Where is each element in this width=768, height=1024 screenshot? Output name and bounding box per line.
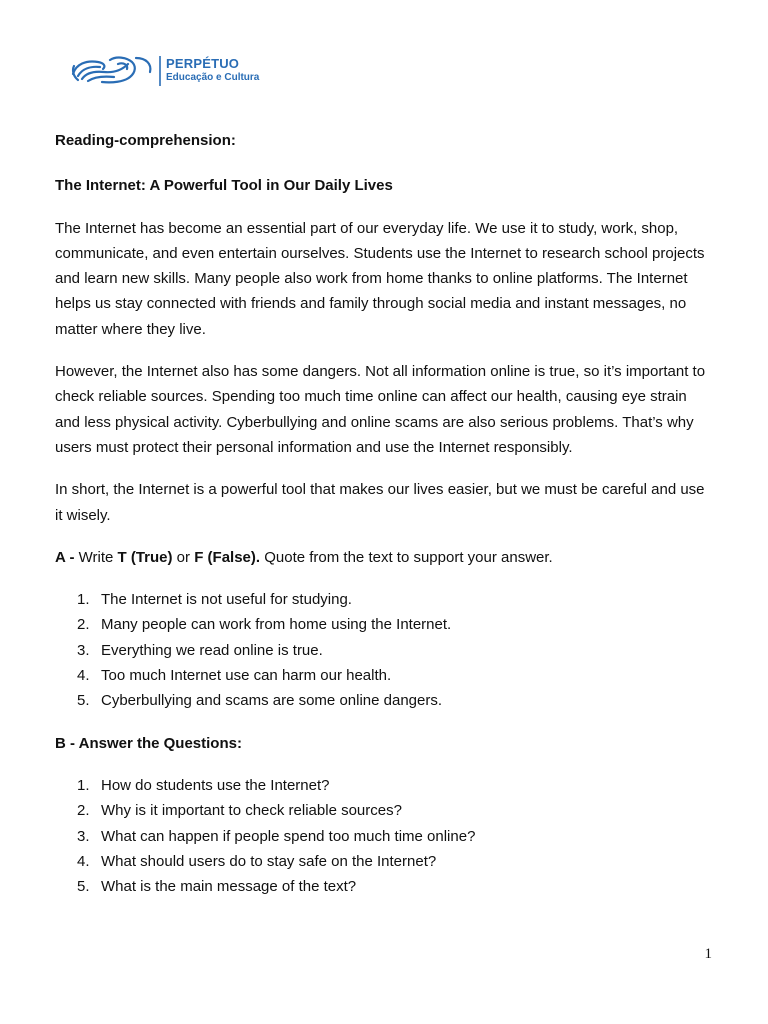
document-body bbox=[55, 128, 715, 916]
false-label: F (False). bbox=[194, 548, 261, 566]
list-item bbox=[55, 874, 715, 899]
list-item-number: 3. bbox=[77, 641, 90, 659]
list-item-number: 2. bbox=[77, 802, 90, 820]
paragraph-3: In short, the Internet is a powerful tool that makes our lives easier, but we must be careful and use it wisely. bbox=[55, 481, 705, 524]
list-item-text: Why is it important to check reliable sources? bbox=[101, 802, 402, 820]
list-item bbox=[55, 773, 715, 798]
list-item-text: Everything we read online is true. bbox=[101, 641, 323, 659]
list-item-text: What should users do to stay safe on the Internet? bbox=[101, 852, 437, 870]
list-item-number: 2. bbox=[77, 616, 90, 634]
section-a-prefix: A - bbox=[55, 548, 79, 566]
list-item bbox=[55, 612, 715, 637]
paragraph-1: The Internet has become an essential part of our everyday life. We use it to study, work, shop, communicate, and even entertain ourselves. Students use the Internet to research school projects and learn new skills. Many people also work from home thanks to online platforms. The Internet helps us stay connected with friends and family through social media and instant messages, no matter where they live. bbox=[55, 219, 705, 338]
logo-name: PERPÉTUO bbox=[166, 56, 240, 71]
list-item bbox=[55, 798, 715, 823]
paragraph-2: However, the Internet also has some dangers. Not all information online is true, so it’s important to check reliable sources. Spending too much time online can affect our health, causing eye strain and less physical activity. Cyberbullying and online scams are also serious problems. That’s why users must protect their personal information and use the Internet responsibly. bbox=[55, 363, 706, 456]
list-item-text: What can happen if people spend too much time online? bbox=[101, 827, 476, 845]
logo-text bbox=[166, 57, 259, 83]
list-item bbox=[55, 824, 715, 849]
section-b-title: B - Answer the Questions: bbox=[55, 734, 242, 752]
true-label: T (True) bbox=[117, 548, 173, 566]
list-item-number: 5. bbox=[77, 692, 90, 710]
list-item-text: Cyberbullying and scams are some online dangers. bbox=[101, 692, 443, 710]
section-a-write: Write bbox=[78, 548, 118, 566]
list-item bbox=[55, 587, 715, 612]
list-item-text: The Internet is not useful for studying. bbox=[101, 591, 352, 609]
list-item-text: How do students use the Internet? bbox=[101, 776, 330, 794]
section-a-or: or bbox=[172, 548, 195, 566]
list-item-number: 5. bbox=[77, 878, 90, 896]
list-item-text: Many people can work from home using the Internet. bbox=[101, 616, 452, 634]
section-a-rest: Quote from the text to support your answer. bbox=[260, 548, 553, 566]
list-item-text: What is the main message of the text? bbox=[101, 878, 357, 896]
list-item bbox=[55, 688, 715, 713]
list-item bbox=[55, 849, 715, 874]
logo-subtitle: Educação e Cultura bbox=[166, 72, 260, 83]
true-false-list bbox=[55, 587, 715, 713]
questions-list bbox=[55, 773, 715, 899]
page-number: 1 bbox=[704, 946, 712, 962]
list-item-number: 3. bbox=[77, 827, 90, 845]
section-a-instruction bbox=[55, 545, 715, 570]
section-heading: Reading-comprehension: bbox=[55, 132, 236, 149]
article-title: The Internet: A Powerful Tool in Our Daily Lives bbox=[55, 177, 393, 195]
list-item bbox=[55, 663, 715, 688]
list-item bbox=[55, 638, 715, 663]
list-item-number: 4. bbox=[77, 667, 90, 685]
list-item-number: 1. bbox=[77, 776, 90, 794]
list-item-number: 4. bbox=[77, 852, 90, 870]
list-item-text: Too much Internet use can harm our health. bbox=[101, 667, 392, 685]
list-item-number: 1. bbox=[77, 591, 90, 609]
